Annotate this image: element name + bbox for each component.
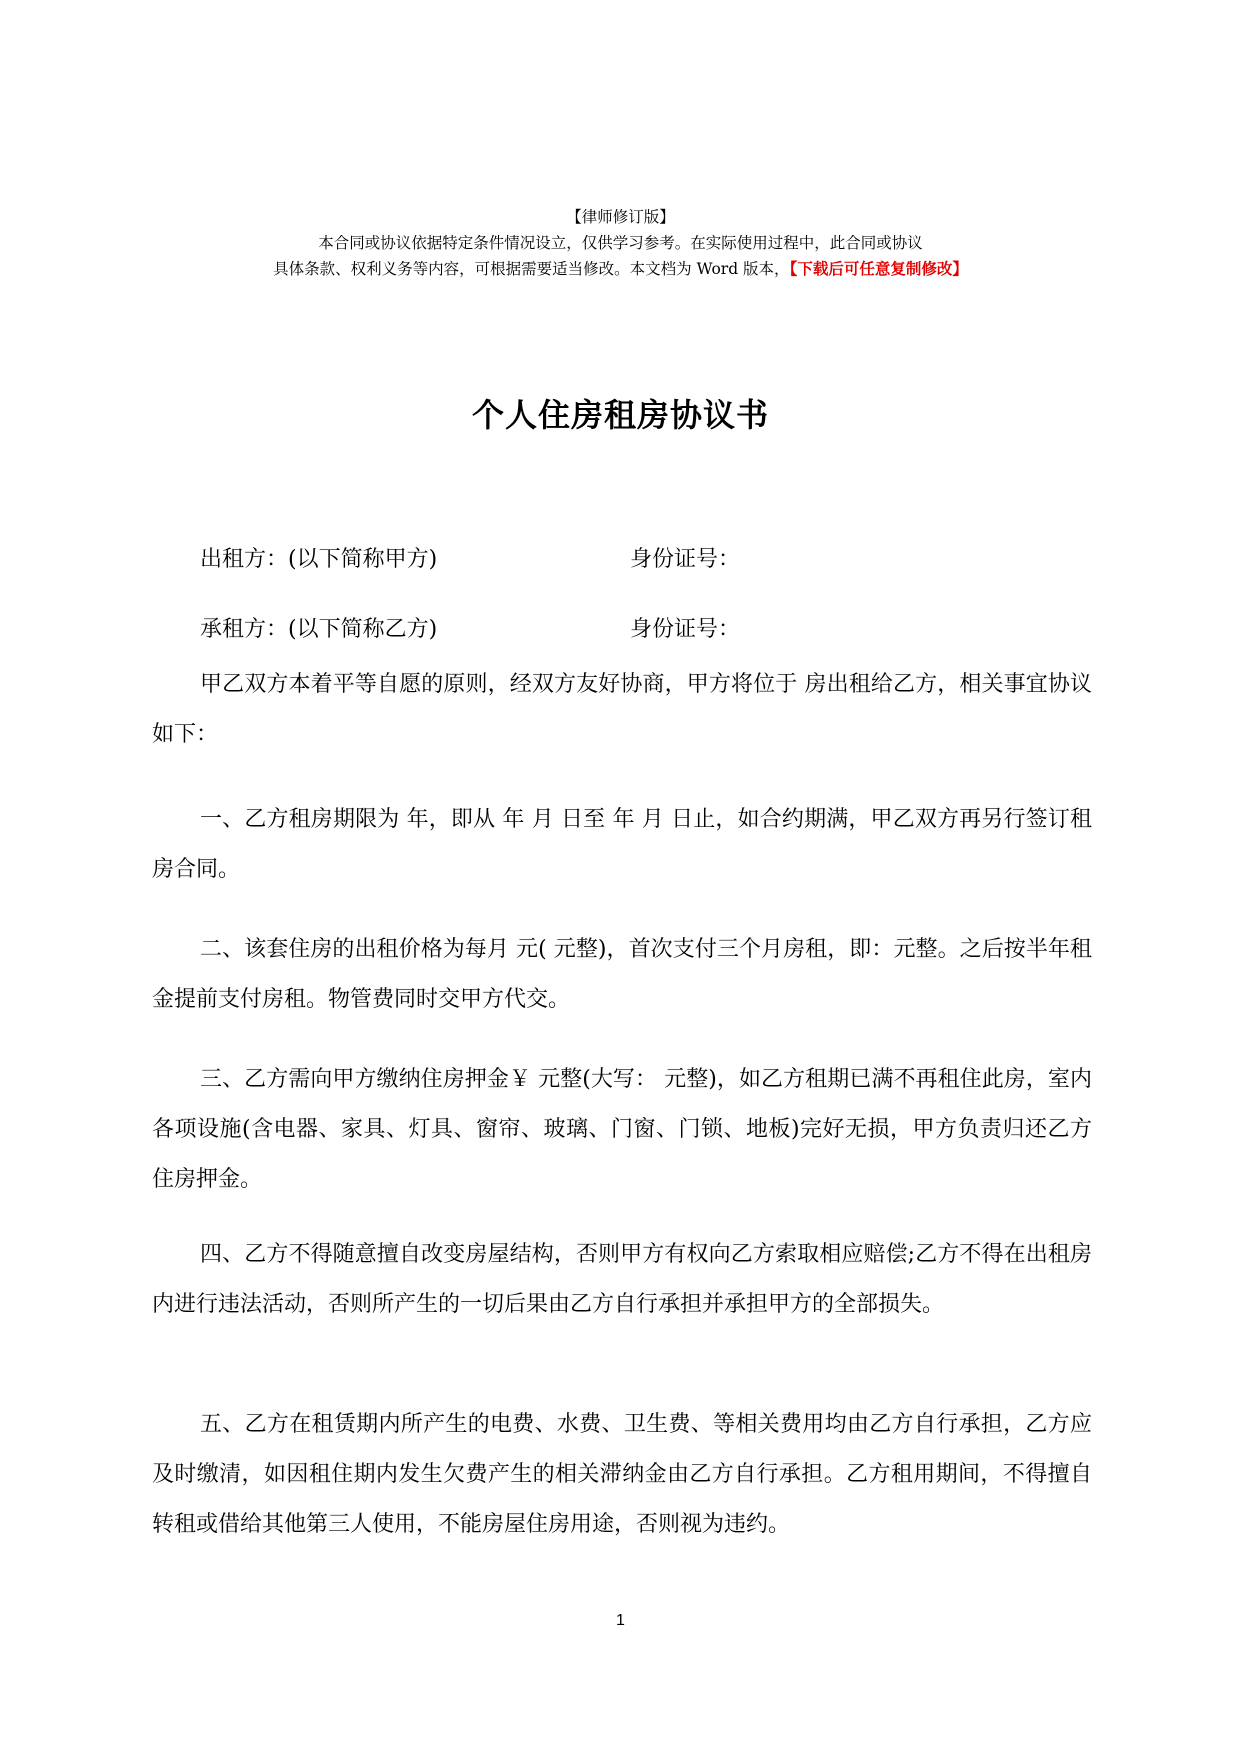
page-number: 1 — [616, 1612, 625, 1629]
lessee-id-label: 身份证号： — [630, 617, 741, 642]
clause-4: 四、乙方不得随意擅自改变房屋结构，否则甲方有权向乙方索取相应赔偿;乙方不得在出租房内进行违法活动，否则所产生的一切后果由乙方自行承担并承担甲方的全部损失。 — [152, 1242, 1092, 1317]
notice-line-2-text: 具体条款、权利义务等内容，可根据需要适当修改。本文档为 Word 版本， — [273, 260, 790, 278]
document-title: 个人住房租房协议书 — [471, 396, 769, 434]
revision-notice — [0, 204, 1241, 282]
clause-2: 二、该套住房的出租价格为每月 元( 元整)，首次支付三个月房租，即：元整。之后按半年租金提前支付房租。物管费同时交甲方代交。 — [152, 937, 1092, 1012]
clause-1: 一、乙方租房期限为 年，即从 年 月 日至 年 月 日止，如合约期满，甲乙双方再另行签订租房合同。 — [152, 807, 1092, 882]
intro-paragraph: 甲乙双方本着平等自愿的原则，经双方友好协商，甲方将位于 房出租给乙方，相关事宜协议如下： — [152, 672, 1092, 747]
download-edit-notice: 【下载后可任意复制修改】 — [789, 259, 968, 278]
lessor-id-label: 身份证号： — [630, 547, 741, 572]
lessor-label: 出租方：(以下简称甲方) — [200, 547, 438, 572]
notice-line-1: 本合同或协议依据特定条件情况设立，仅供学习参考。在实际使用过程中，此合同或协议 — [318, 234, 923, 252]
clause-5: 五、乙方在租赁期内所产生的电费、水费、卫生费、等相关费用均由乙方自行承担，乙方应及时缴清，如因租住期内发生欠费产生的相关滞纳金由乙方自行承担。乙方租用期间，不得擅自转租或借给其他第三人使用，不能房屋住房用途，否则视为违约。 — [152, 1412, 1092, 1537]
lessee-label: 承租方：(以下简称乙方) — [200, 617, 438, 642]
notice-line-2 — [0, 256, 1241, 282]
revision-tag: 【律师修订版】 — [566, 208, 675, 226]
clause-3: 三、乙方需向甲方缴纳住房押金￥ 元整(大写： 元整)，如乙方租期已满不再租住此房，室内各项设施(含电器、家具、灯具、窗帘、玻璃、门窗、门锁、地板)完好无损，甲方负责归还乙方住房押金。 — [152, 1067, 1092, 1192]
